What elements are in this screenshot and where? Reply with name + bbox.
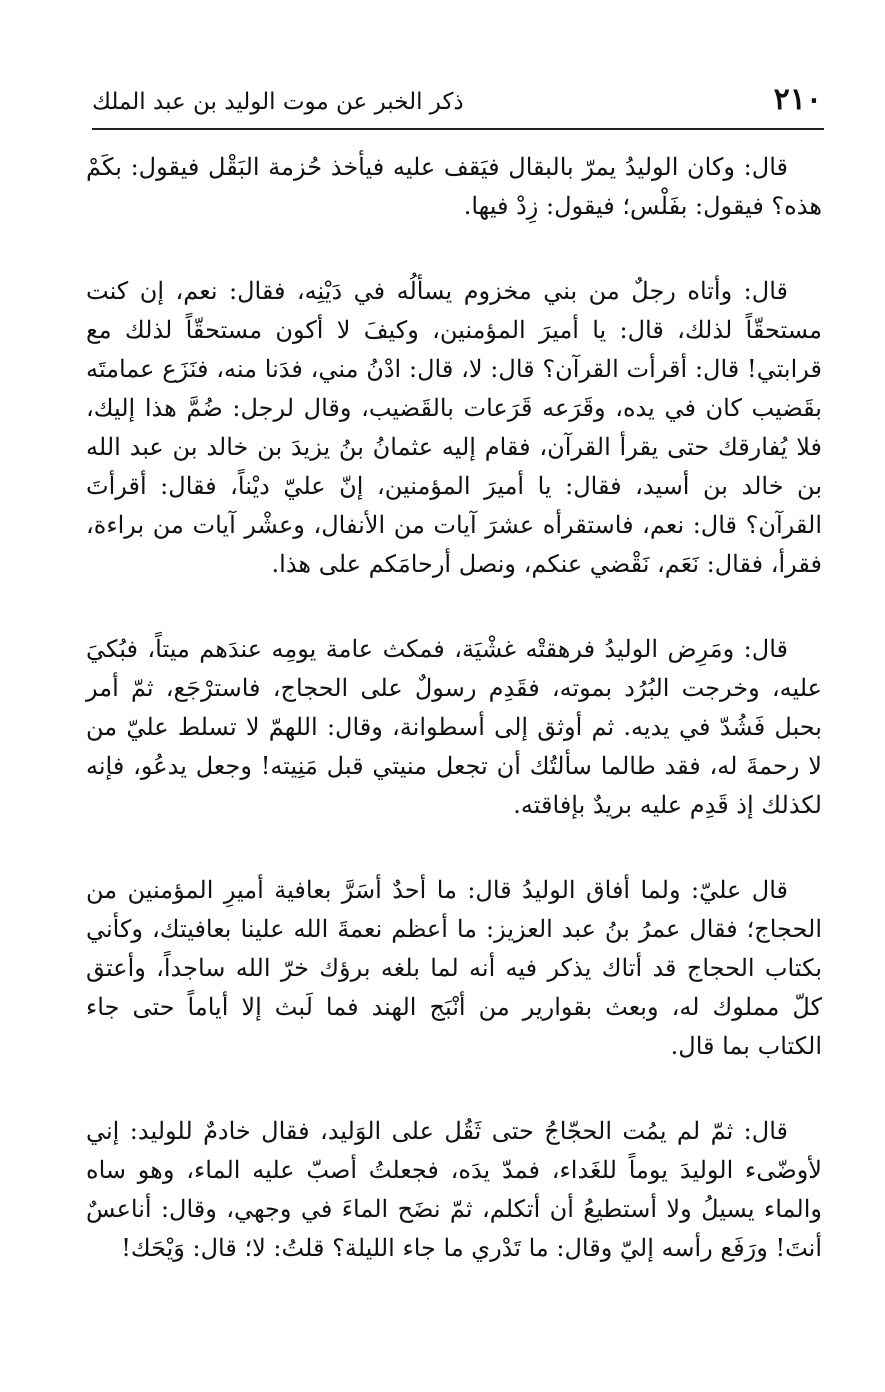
paragraph-5: قال: ثمّ لم يمُت الحجّاجُ حتى ثَقُل على الوَليد، فقال خادمٌ للوليد: إني لأوضّىء الوليدَ يوماً للغَداء، فمدّ يدَه، فجعلتُ أصبّ عليه الماء، وهو ساه والماء يسيلُ ولا أستطيعُ أن أتكلم، ثمّ نضَح الماءَ في وجهي، وقال: أناعسٌ أنتَ! ورَفَع رأسه إليّ وقال: ما تَدْري ما جاء الليلة؟ قلتُ: لا؛ قال: وَيْحَك! (86, 1117, 822, 1262)
paragraph-1: قال: وكان الوليدُ يمرّ بالبقال فيَقف عليه فيأخذ حُزمة البَقْل فيقول: بكَمْ هذه؟ فيقول: بفَلْس؛ فيقول: زِدْ فيها. (86, 153, 822, 220)
paragraph-2: قال: وأتاه رجلٌ من بني مخزوم يسألُه في دَيْنِه، فقال: نعم، إن كنت مستحقّاً لذلك، قال: يا أميرَ المؤمنين، وكيفَ لا أكون مستحقّاً لذلك مع قرابتي! قال: أقرأت القرآن؟ قال: لا، قال: ادْنُ مني، فدَنا منه، فنَزَع عمامتَه بقَضيب كان في يده، وقَرَعه قَرَعات بالقَضيب، وقال لرجل: ضُمَّ هذا إليك، فلا يُفارقك حتى يقرأ القرآن، فقام إليه عثمانُ بنُ يزيدَ بن خالد بن عبد الله بن خالد بن أسيد، فقال: يا أميرَ المؤمنين، إنّ عليّ ديْناً، فقال: أقرأتَ القرآن؟ قال: نعم، فاستقرأه عشرَ آيات من الأنفال، وعشْر آيات من براءة، فقرأ، فقال: نَعَم، نَقْضي عنكم، ونصل أرحامَكم على هذا. (86, 277, 822, 578)
page-number: ٢١٠ (773, 82, 822, 117)
paragraph-4: قال عليّ: ولما أفاق الوليدُ قال: ما أحدٌ أسَرَّ بعافية أميرِ المؤمنين من الحجاج؛ فقال عمرُ بنُ عبد العزيز: ما أعظم نعمةَ الله علينا بعافيتك، وكأني بكتاب الحجاج قد أتاك يذكر فيه أنه لما بلغه برؤك خرّ الله ساجداً، وأعتق كلّ مملوك له، وبعث بقوارير من أنْبَج الهند فما لَبث إلا أياماً حتى جاء الكتاب بما قال. (86, 876, 822, 1060)
running-title: ذكر الخبر عن موت الوليد بن عبد الملك (92, 89, 464, 115)
header-divider (92, 128, 824, 130)
paragraph-3: قال: ومَرِض الوليدُ فرهقتْه غشْيَة، فمكث عامة يومِه عندَهم ميتاً، فبُكيَ عليه، وخرجت البُرُد بموته، فقَدِم رسولٌ على الحجاج، فاسترْجَع، ثمّ أمر بحبل فَشُدّ في يديه. ثم أوثق إلى أسطوانة، وقال: اللهمّ لا تسلط عليّ من لا رحمةَ له، فقد طالما سألتُك أن تجعل منيتي قبل مَنِيته! وجعل يدعُو، فإنه لكذلك إذ قَدِم عليه بريدٌ بإفاقته. (86, 635, 822, 819)
page-header (92, 80, 822, 124)
body-text (86, 148, 822, 1314)
